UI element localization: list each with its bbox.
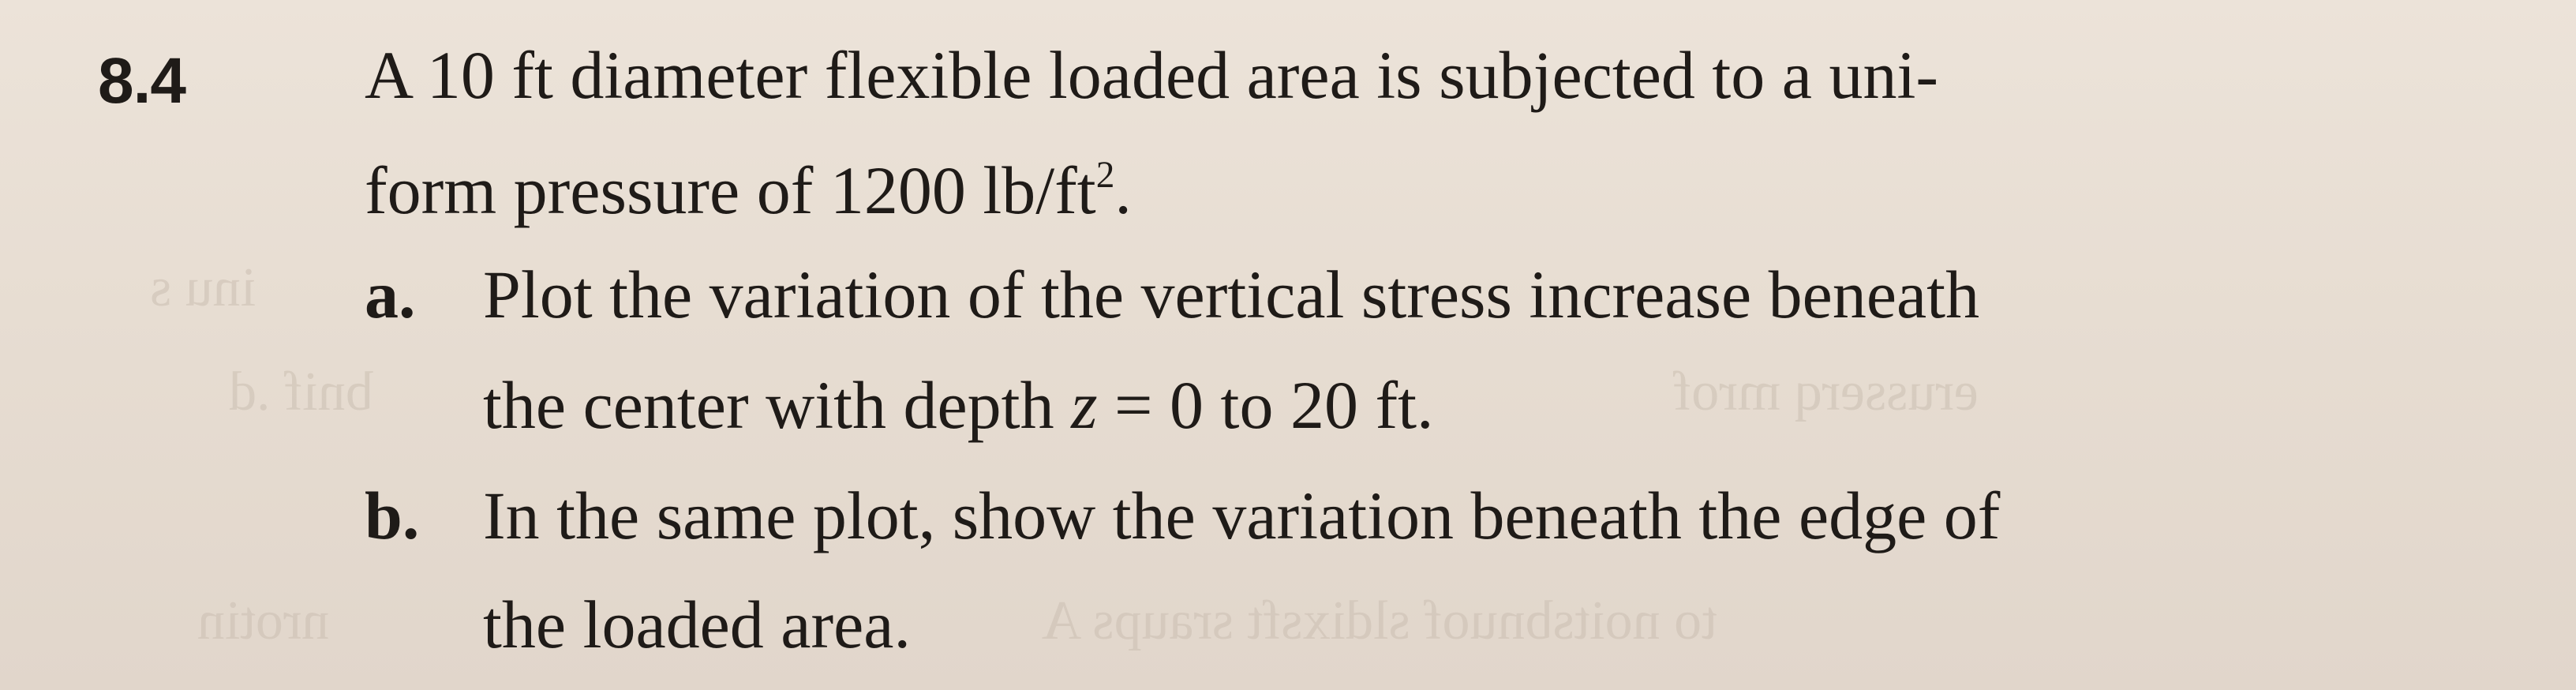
bleed-through-text: erusserq mrof	[1673, 362, 1979, 422]
problem-number: 8.4	[98, 45, 185, 117]
part-a-text: the center with depth	[483, 367, 1072, 443]
exponent: 2	[1095, 154, 1115, 196]
bleed-through-text: inu s	[150, 257, 256, 318]
part-a-line-2	[483, 367, 1434, 443]
part-b-label: b.	[365, 478, 420, 553]
depth-range: = 0 to 20 ft.	[1097, 367, 1434, 443]
part-a-line-1: Plot the variation of the vertical stress increase beneath	[483, 257, 1980, 332]
part-a-label: a.	[365, 257, 416, 332]
bleed-through-text: bnif .d	[229, 362, 373, 422]
pressure-text: form pressure of 1200 lb/ft	[365, 152, 1096, 228]
part-b-line-1: In the same plot, show the variation beneath the edge of	[483, 478, 2001, 553]
problem-statement-line-1: A 10 ft diameter flexible loaded area is subjected to a uni-	[365, 37, 1938, 113]
bleed-through-text: to noitsbnuof sldixsft sraups A	[1042, 591, 1717, 651]
problem-statement-line-2	[365, 152, 1132, 228]
depth-variable: z	[1071, 367, 1098, 443]
bleed-through-text: nrotin	[197, 591, 330, 651]
part-b-line-2: the loaded area.	[483, 587, 911, 662]
sentence-period: .	[1114, 152, 1132, 228]
